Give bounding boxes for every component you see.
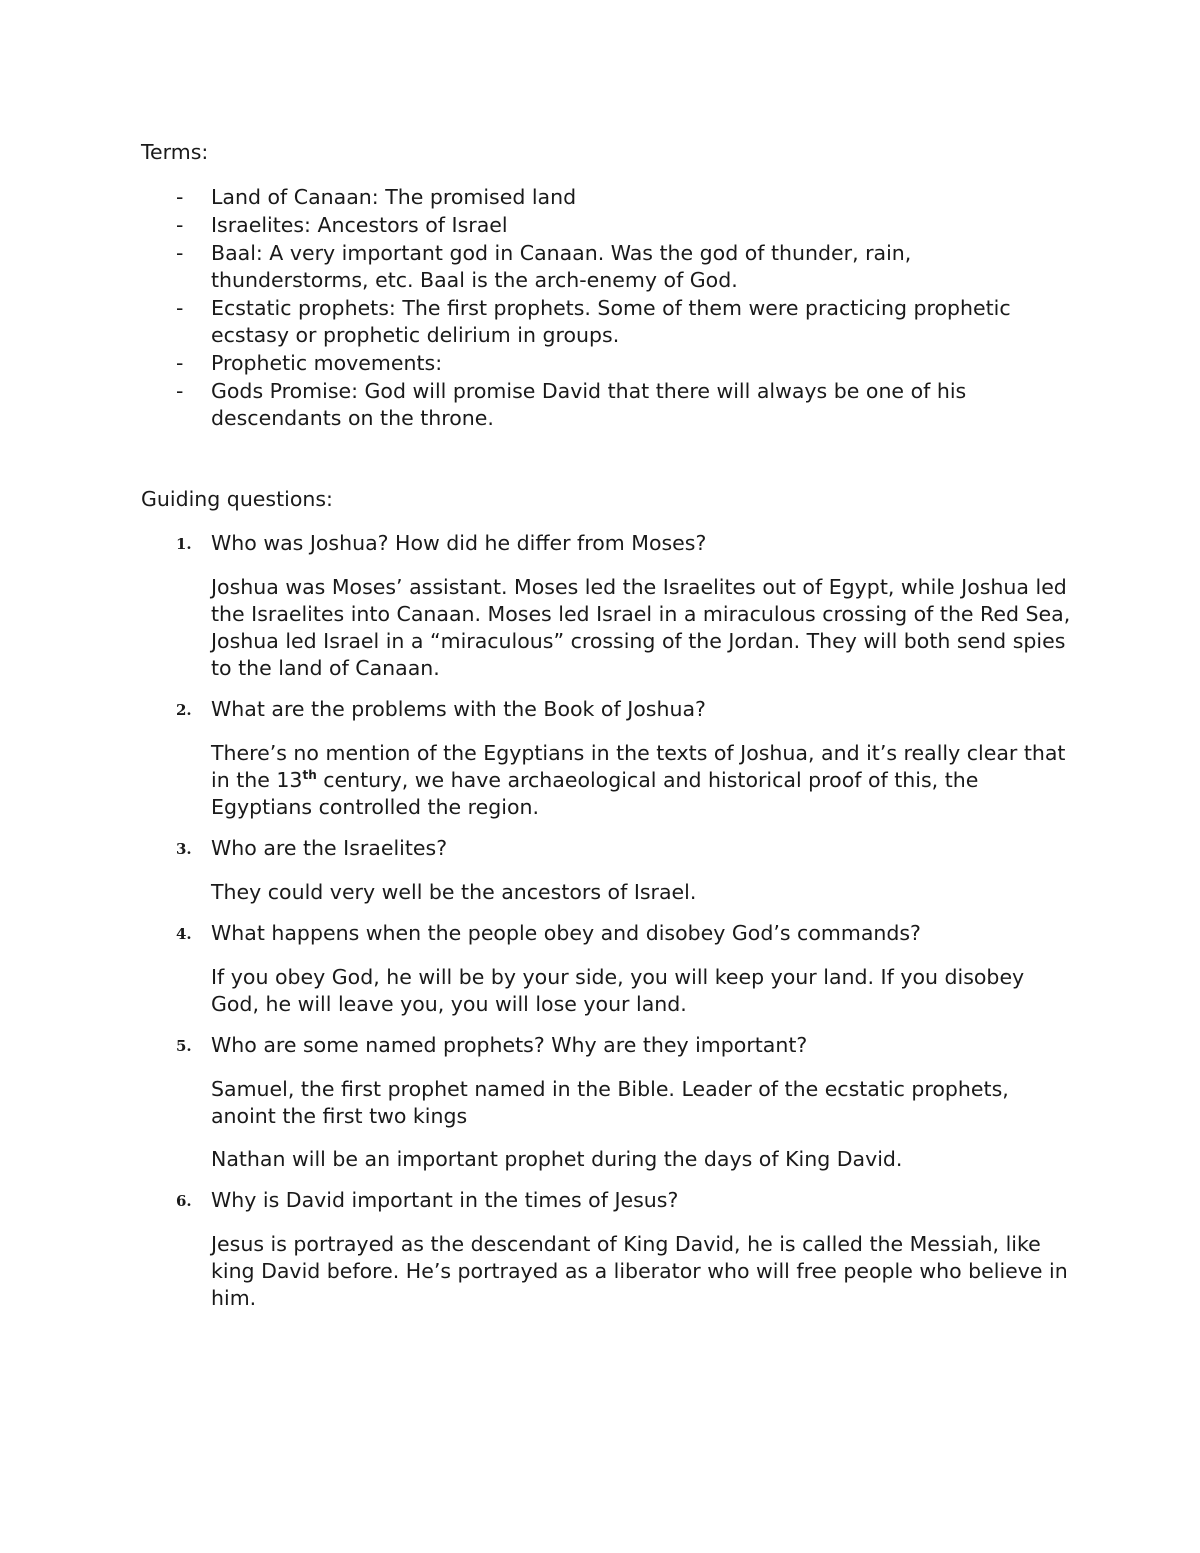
bullet-dash: - (176, 379, 184, 403)
list-item (141, 184, 1071, 211)
answer-text: Samuel, the first prophet named in the Bible. Leader of the ecstatic prophets, anoint the first two kings (211, 1077, 1009, 1128)
question-text: What are the problems with the Book of Joshua? (211, 697, 706, 721)
answer-text: Jesus is portrayed as the descendant of King David, he is called the Messiah, like king David before. He’s portrayed as a liberator who will free people who believe in him. (211, 1232, 1068, 1310)
answer-text (211, 740, 1071, 821)
ordinal-superscript: th (302, 768, 317, 782)
questions-list (141, 530, 1071, 1312)
question-item (141, 835, 1071, 906)
answer-text-part: century, we have archaeological and historical proof of this, the Egyptians controlled the region. (211, 768, 979, 819)
answer-text: They could very well be the ancestors of Israel. (211, 880, 697, 904)
guiding-questions-heading: Guiding questions: (141, 487, 333, 511)
question-item (141, 1187, 1071, 1312)
question-number: 5. (176, 1037, 192, 1055)
bullet-dash: - (176, 185, 184, 209)
question-item (141, 530, 1071, 682)
question-number: 1. (176, 535, 192, 553)
list-item (141, 378, 1071, 432)
list-item (141, 295, 1071, 349)
question-number: 2. (176, 701, 192, 719)
term-text: Prophetic movements: (211, 351, 443, 375)
question-item (141, 696, 1071, 821)
question-text: Who was Joshua? How did he differ from Moses? (211, 531, 707, 555)
answer-text: Joshua was Moses’ assistant. Moses led the Israelites out of Egypt, while Joshua led the Israelites into Canaan. Moses led Israel in a miraculous crossing of the Red Sea, Joshua led Israel in a “miraculous” crossing of the Jordan. They will both send spies to the land of Canaan. (211, 575, 1071, 680)
answer-text: If you obey God, he will be by your side, you will keep your land. If you disobey God, he will leave you, you will lose your land. (211, 965, 1025, 1016)
document-page (141, 139, 1071, 1326)
term-text: Gods Promise: God will promise David that there will always be one of his descendants on the throne. (211, 379, 967, 430)
question-number: 3. (176, 840, 192, 858)
question-item (141, 920, 1071, 1018)
bullet-dash: - (176, 351, 184, 375)
answer-text-second: Nathan will be an important prophet during the days of King David. (211, 1147, 903, 1171)
term-text: Baal: A very important god in Canaan. Was the god of thunder, rain, thunderstorms, etc. Baal is the arch-enemy of God. (211, 241, 912, 292)
question-number: 4. (176, 925, 192, 943)
answer-text-part: There’s no mention of the Egyptians in the texts of Joshua, and it’s really clear that in the 13 (211, 741, 1066, 792)
question-text: Who are the Israelites? (211, 836, 448, 860)
term-text: Land of Canaan: The promised land (211, 185, 577, 209)
question-number: 6. (176, 1192, 192, 1210)
question-text: Who are some named prophets? Why are they important? (211, 1033, 808, 1057)
list-item (141, 212, 1071, 239)
terms-list (141, 184, 1071, 432)
term-text: Israelites: Ancestors of Israel (211, 213, 508, 237)
question-item (141, 1032, 1071, 1173)
term-text: Ecstatic prophets: The first prophets. Some of them were practicing prophetic ecstasy or prophetic delirium in groups. (211, 296, 1011, 347)
list-item (141, 240, 1071, 294)
bullet-dash: - (176, 241, 184, 265)
terms-heading: Terms: (141, 140, 209, 164)
question-text: Why is David important in the times of Jesus? (211, 1188, 679, 1212)
bullet-dash: - (176, 213, 184, 237)
list-item (141, 350, 1071, 377)
question-text: What happens when the people obey and disobey God’s commands? (211, 921, 921, 945)
bullet-dash: - (176, 296, 184, 320)
